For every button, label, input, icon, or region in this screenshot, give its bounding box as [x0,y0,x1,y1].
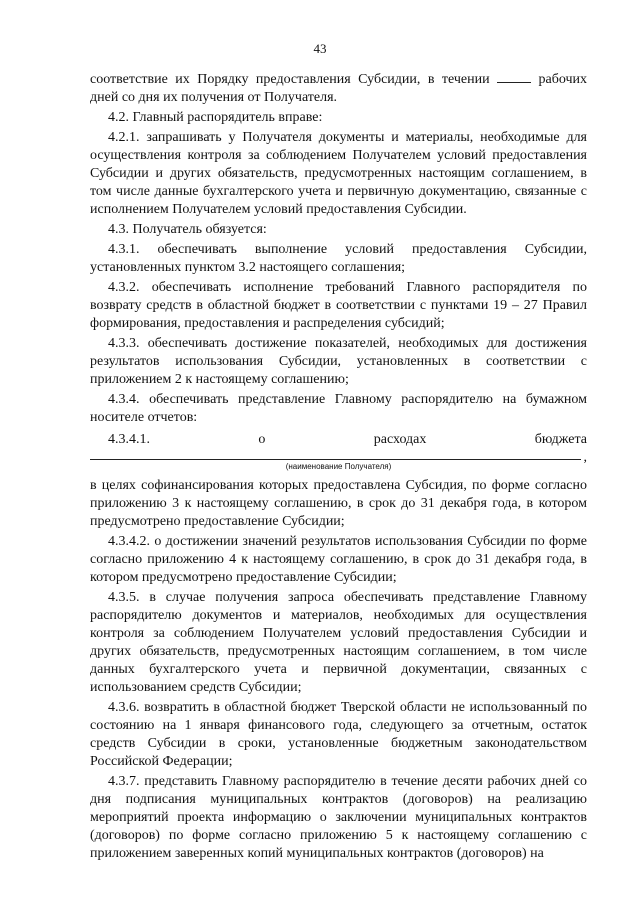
paragraph-4-2-1: 4.2.1. запрашивать у Получателя документы и материалы, необходимые для осуществления контроля за соблюдением Получателем условий предоставления Субсидии и других обязательств, предусмотренных настоящим соглашением, в том числе данные бухгалтерского учета и первичную документацию, связанные с исполнением Получателем условий предоставления Субсидии. [90,130,587,217]
recipient-name-underline [90,459,581,460]
paragraph-4-3-2: 4.3.2. обеспечивать исполнение требований Главного распорядителя по возврату средств в областной бюджет в соответствии с пунктами 19 – 27 Правил формирования, предоставления и распределения субсидий; [90,280,587,331]
document-body [90,70,587,865]
paragraph-4-3-4-1-continuation: в целях софинансирования которых предоставлена Субсидия, по форме согласно приложению 3 к настоящему соглашению, в срок до 31 декабря года, в котором предусмотрено предоставление Субсидии; [90,478,587,529]
paragraph-continuation [90,70,587,107]
paragraph-4-3-5: 4.3.5. в случае получения запроса обеспечивать представление Главному распорядителю документов и материалов, необходимых для осуществления контроля за соблюдением Получателем условий предоставления Субсидии и других обязательств, предусмотренных настоящим соглашением, в том числе данных бухгалтерского учета и первичной документации, связанных с использованием средств Субсидии; [90,590,587,695]
paragraph-4-3-4: 4.3.4. обеспечивать представление Главному распорядителю на бумажном носителе отчетов: [90,392,587,425]
recipient-name-field [90,449,587,471]
page-number: 43 [313,41,327,56]
paragraph-4-3-4-2: 4.3.4.2. о достижении значений результатов использования Субсидии по форме согласно приложению 4 к настоящему соглашению, в срок до 31 декабря года, в котором предусмотрено предоставление Субсидии; [90,534,587,585]
paragraph-4-3-4-1-header [90,431,587,449]
word-budget: бюджета [534,432,587,447]
paragraph-text-rest: дней со дня их получения от Получателя. [90,90,338,105]
paragraph-text: соответствие их Порядку предоставления Субсидии, в течении [90,72,490,87]
paragraph-4-3: 4.3. Получатель обязуется: [108,222,267,237]
paragraph-4-3-3: 4.3.3. обеспечивать достижение показателей, необходимых для достижения результатов использования Субсидии, установленных в соответствии с приложением 2 к настоящему соглашению; [90,336,587,387]
blank-field [497,70,531,83]
recipient-name-caption: (наименование Получателя) [285,462,392,471]
paragraph-4-3-6: 4.3.6. возвратить в областной бюджет Тверской области не использованный по состоянию на 1 января финансового года, следующего за отчетным, остаток средств Субсидии в сроки, установленные бюджетным законодательством Российской Федерации; [90,700,587,769]
word-o: о [258,432,266,447]
trailing-comma: , [583,450,587,465]
paragraph-text-after-blank: рабочих [531,72,587,87]
paragraph-4-2: 4.2. Главный распорядитель вправе: [108,110,323,125]
paragraph-4-3-7: 4.3.7. представить Главному распорядителю в течение десяти рабочих дней со дня подписания муниципальных контрактов (договоров) на реализацию мероприятий проекта информацию о заключении муниципальных контрактов (договоров) по форме согласно приложению 5 к настоящему соглашению с приложением заверенных копий муниципальных контрактов (договоров) на [90,774,587,861]
item-number: 4.3.4.1. [108,432,150,447]
word-expenses: расходах [373,432,427,447]
paragraph-4-3-1: 4.3.1. обеспечивать выполнение условий предоставления Субсидии, установленных пунктом 3.2 настоящего соглашения; [90,242,587,275]
